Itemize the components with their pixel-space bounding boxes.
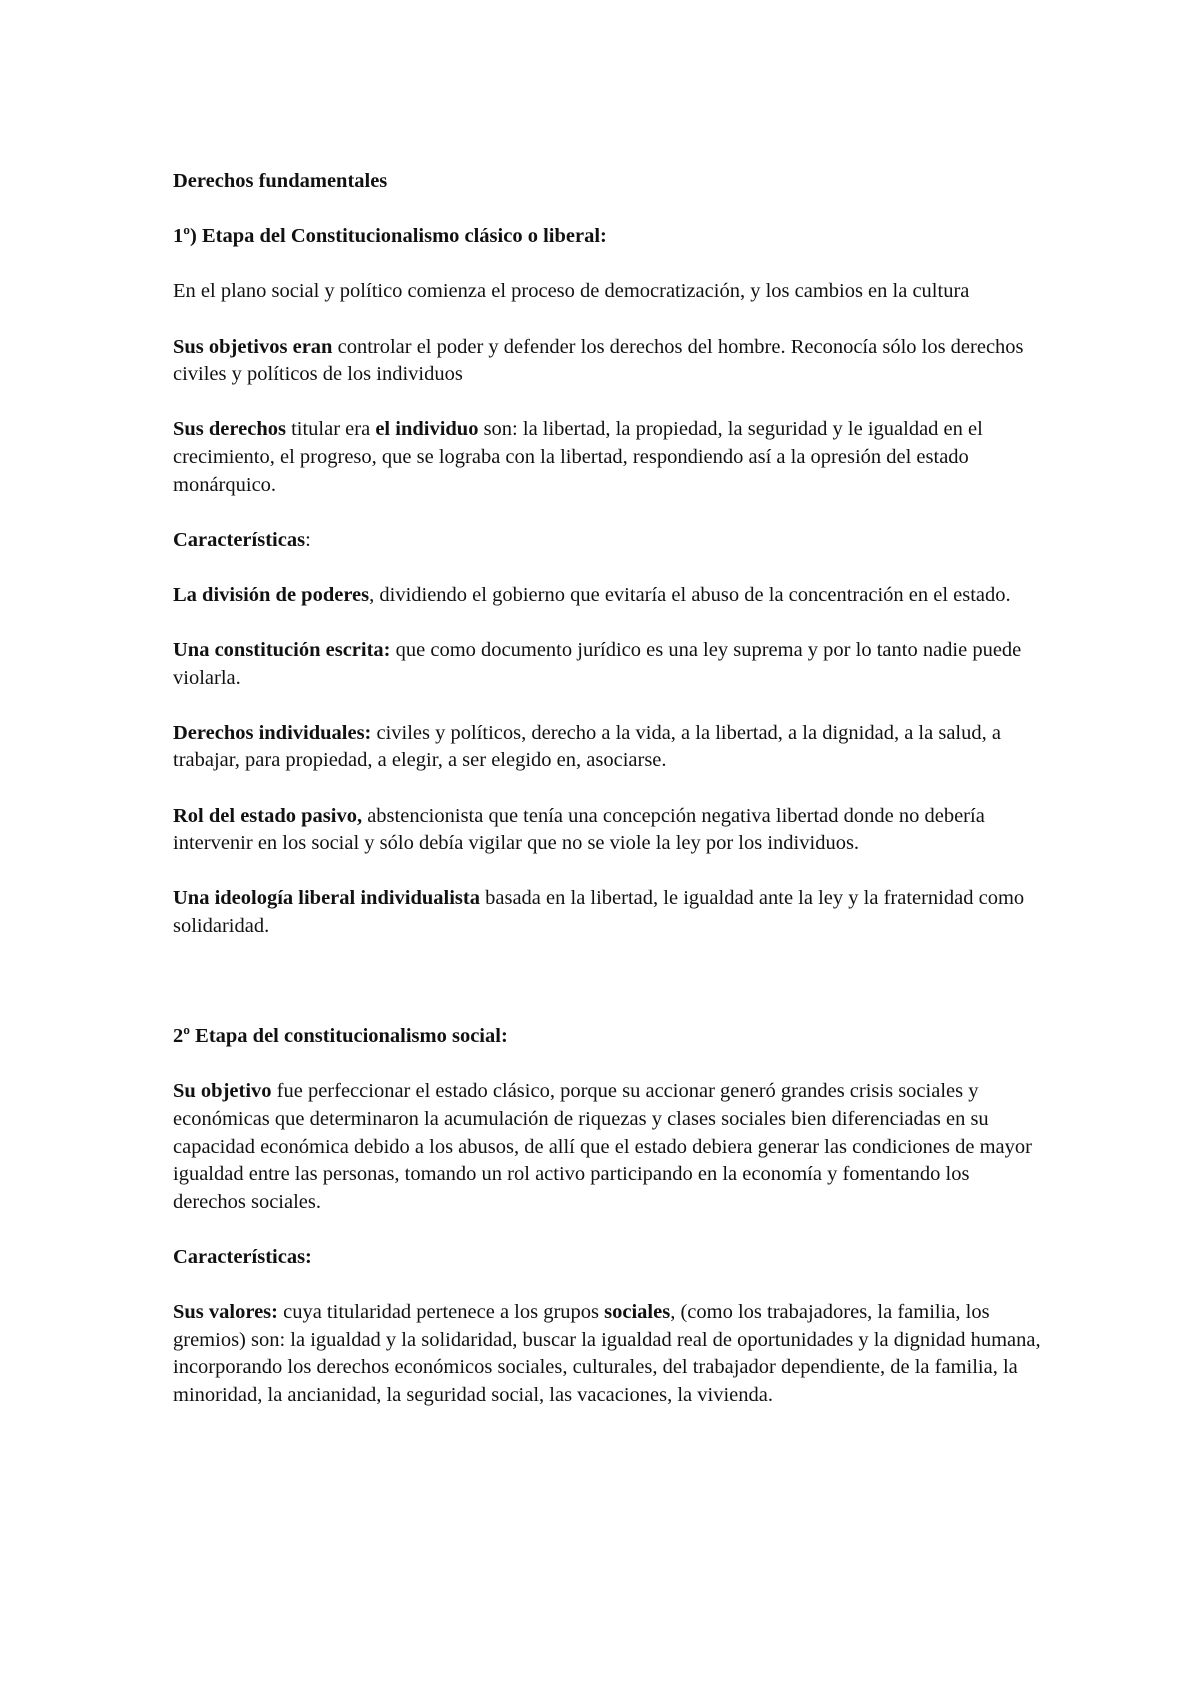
stage1-rights: Sus derechos titular era el individuo son: la libertad, la propiedad, la seguridad y le igualdad en el crecimiento, el progreso, que se lograba con la libertad, respondiendo así a la opresión del estado monárquico. [173, 418, 983, 496]
stage1-characteristics-heading: Características: [173, 528, 311, 551]
stage1-item-derechos-individuales: Derechos individuales: civiles y políticos, derecho a la vida, a la libertad, a la dignidad, a la salud, a trabajar, para propiedad, a elegir, a ser elegido en, asociarse. [173, 721, 1001, 772]
stage2-heading: 2º Etapa del constitucionalismo social: [173, 1025, 508, 1048]
section-spacer [173, 968, 1043, 1023]
stage1-item-rol-estado: Rol del estado pasivo, abstencionista que tenía una concepción negativa libertad donde no debería intervenir en los social y sólo debía vigilar que no se viole la ley por los individuos. [173, 804, 985, 855]
document-page [173, 168, 1043, 1437]
stage1-intro: En el plano social y político comienza el proceso de democratización, y los cambios en la cultura [173, 280, 970, 303]
stage1-item-constitucion-escrita: Una constitución escrita: que como documento jurídico es una ley suprema y por lo tanto nadie puede violarla. [173, 639, 1022, 689]
document-title: Derechos fundamentales [173, 170, 388, 192]
stage2-values: Sus valores: cuya titularidad pertenece a los grupos sociales, (como los trabajadores, la familia, los gremios) son: la igualdad y la solidaridad, buscar la igualdad real de oportunidades y la dignidad humana, incorporando los derechos económicos sociales, culturales, del trabajador dependiente, de la familia, la minoridad, la ancianidad, la seguridad social, las vacaciones, la vivienda. [173, 1301, 1041, 1406]
stage1-item-division-poderes: La división de poderes, dividiendo el gobierno que evitaría el abuso de la concentración en el estado. [173, 583, 1011, 606]
stage2-characteristics-heading: Características: [173, 1245, 312, 1268]
stage1-heading: 1º) Etapa del Constitucionalismo clásico o liberal: [173, 225, 607, 248]
stage1-item-ideologia: Una ideología liberal individualista basada en la libertad, le igualdad ante la ley y la fraternidad como solidaridad. [173, 887, 1025, 938]
stage1-objectives: Sus objetivos eran controlar el poder y defender los derechos del hombre. Reconocía sólo los derechos civiles y políticos de los individuos [173, 335, 1024, 386]
stage2-objective: Su objetivo fue perfeccionar el estado clásico, porque su accionar generó grandes crisis sociales y económicas que determinaron la acumulación de riquezas y clases sociales bien diferenciadas en su capacidad económica debido a los abusos, de allí que el estado debiera generar las condiciones de mayor igualdad entre las personas, tomando un rol activo participando en la economía y fomentando los derechos sociales. [173, 1080, 1032, 1213]
